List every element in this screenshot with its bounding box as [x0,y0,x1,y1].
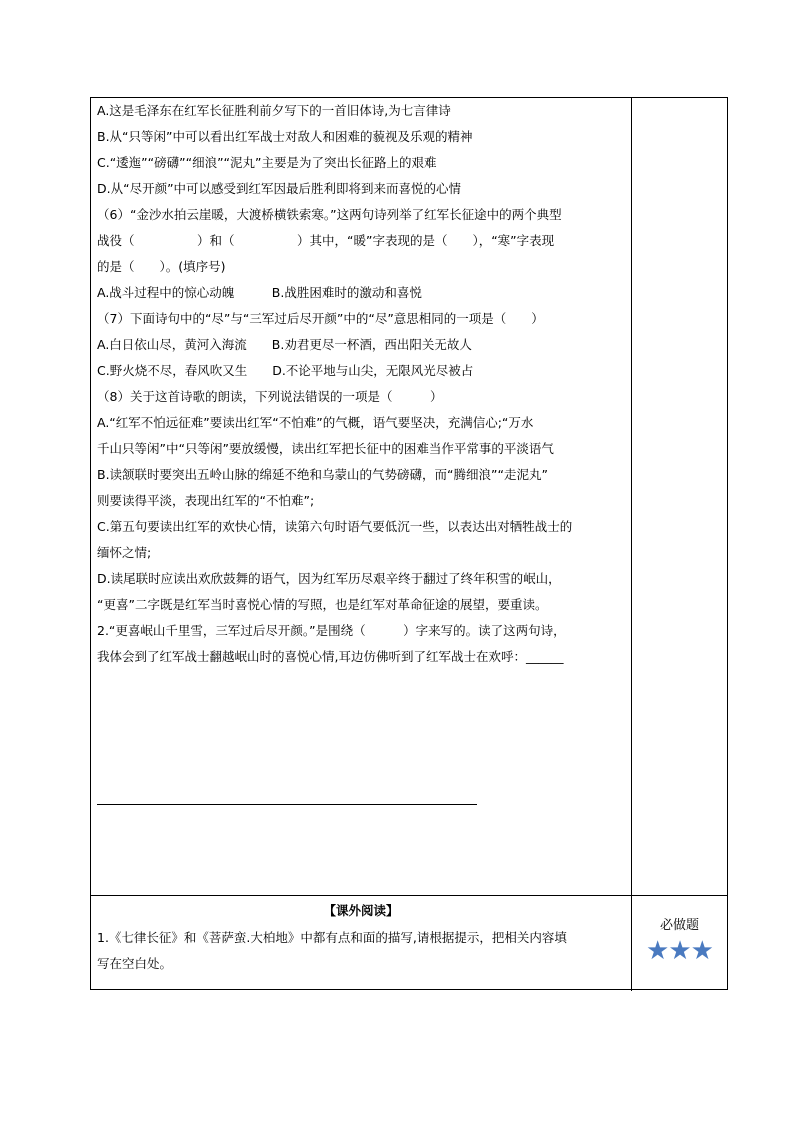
star-rating [632,937,727,965]
question-8: （8）关于这首诗歌的朗读，下列说法错误的一项是（ ） [97,389,443,404]
star-icon: ★ [646,936,669,966]
option-c: C.“逶迤”“磅礴”“细浪”“泥丸”主要是为了突出长征路上的艰难 [97,155,437,170]
star-icon: ★ [668,936,691,966]
extra-reading-title: 【课外阅读】 [323,903,399,918]
question-6-line-1: （6）“金沙水拍云崖暖，大渡桥横铁索寒。”这两句诗列举了红军长征途中的两个典型 [97,207,562,222]
question-6-line-2: 战役（ ）和（ ）其中，“暖”字表现的是（ ），“寒”字表现 [97,233,555,248]
question-7-options-ab: A.白日依山尽，黄河入海流 B.劝君更尽一杯酒，西出阳关无故人 [97,337,472,352]
question-6-line-3: 的是（ ）。(填序号) [97,259,226,274]
difficulty-cell [632,895,727,991]
column-divider [631,98,632,991]
question-7: （7）下面诗句中的“尽”与“三军过后尽开颜”中的“尽”意思相同的一项是（ ） [97,311,544,326]
required-label: 必做题 [659,918,699,933]
question-8-a-line-2: 千山只等闲”中“只等闲”要放缓慢，读出红军把长征中的困难当作平常事的平淡语气 [97,441,554,456]
question-content [97,98,627,670]
question-2-line-2: 我体会到了红军战士翻越岷山时的喜悦心情,耳边仿佛听到了红军战士在欢呼：______ [97,649,564,664]
star-icon: ★ [690,936,713,966]
extra-reading-question-cont: 写在空白处。 [97,956,173,971]
question-2-line-1: 2.“更喜岷山千里雪，三军过后尽开颜。”是围绕（ ）字来写的。读了这两句诗， [97,623,566,638]
answer-blank-line [97,804,477,805]
question-8-d-line-1: D.读尾联时应读出欢欣鼓舞的语气，因为红军历尽艰辛终于翻过了终年积雪的岷山， [97,571,561,586]
question-8-b-line-1: B.读颔联时要突出五岭山脉的绵延不绝和乌蒙山的气势磅礴，而“腾细浪”“走泥丸” [97,467,548,482]
worksheet-table [90,97,728,990]
question-8-b-line-2: 则要读得平淡，表现出红军的“不怕难”; [97,493,315,508]
question-8-a-line-1: A.“红军不怕远征难”要读出红军“不怕难”的气概，语气要坚决，充满信心;“万水 [97,415,534,430]
extra-reading-section [91,895,631,991]
question-8-c-line-1: C.第五句要读出红军的欢快心情，读第六句时语气要低沉一些，以表达出对牺牲战士的 [97,519,573,534]
option-b: B.从“只等闲”中可以看出红军战士对敌人和困难的藐视及乐观的精神 [97,129,473,144]
question-8-d-line-2: “更喜”二字既是红军当时喜悦心情的写照，也是红军对革命征途的展望，要重读。 [97,597,548,612]
question-6-options: A.战斗过程中的惊心动魄 B.战胜困难时的激动和喜悦 [97,285,422,300]
question-8-c-line-2: 缅怀之情; [97,545,152,560]
extra-reading-question: 1.《七律长征》和《菩萨蛮.大柏地》中都有点和面的描写,请根据提示，把相关内容填 [97,930,567,945]
option-a: A.这是毛泽东在红军长征胜利前夕写下的一首旧体诗,为七言律诗 [97,103,451,118]
question-7-options-cd: C.野火烧不尽，春风吹又生 D.不论平地与山尖，无限风光尽被占 [97,363,474,378]
option-d: D.从“尽开颜”中可以感受到红军因最后胜利即将到来而喜悦的心情 [97,181,462,196]
